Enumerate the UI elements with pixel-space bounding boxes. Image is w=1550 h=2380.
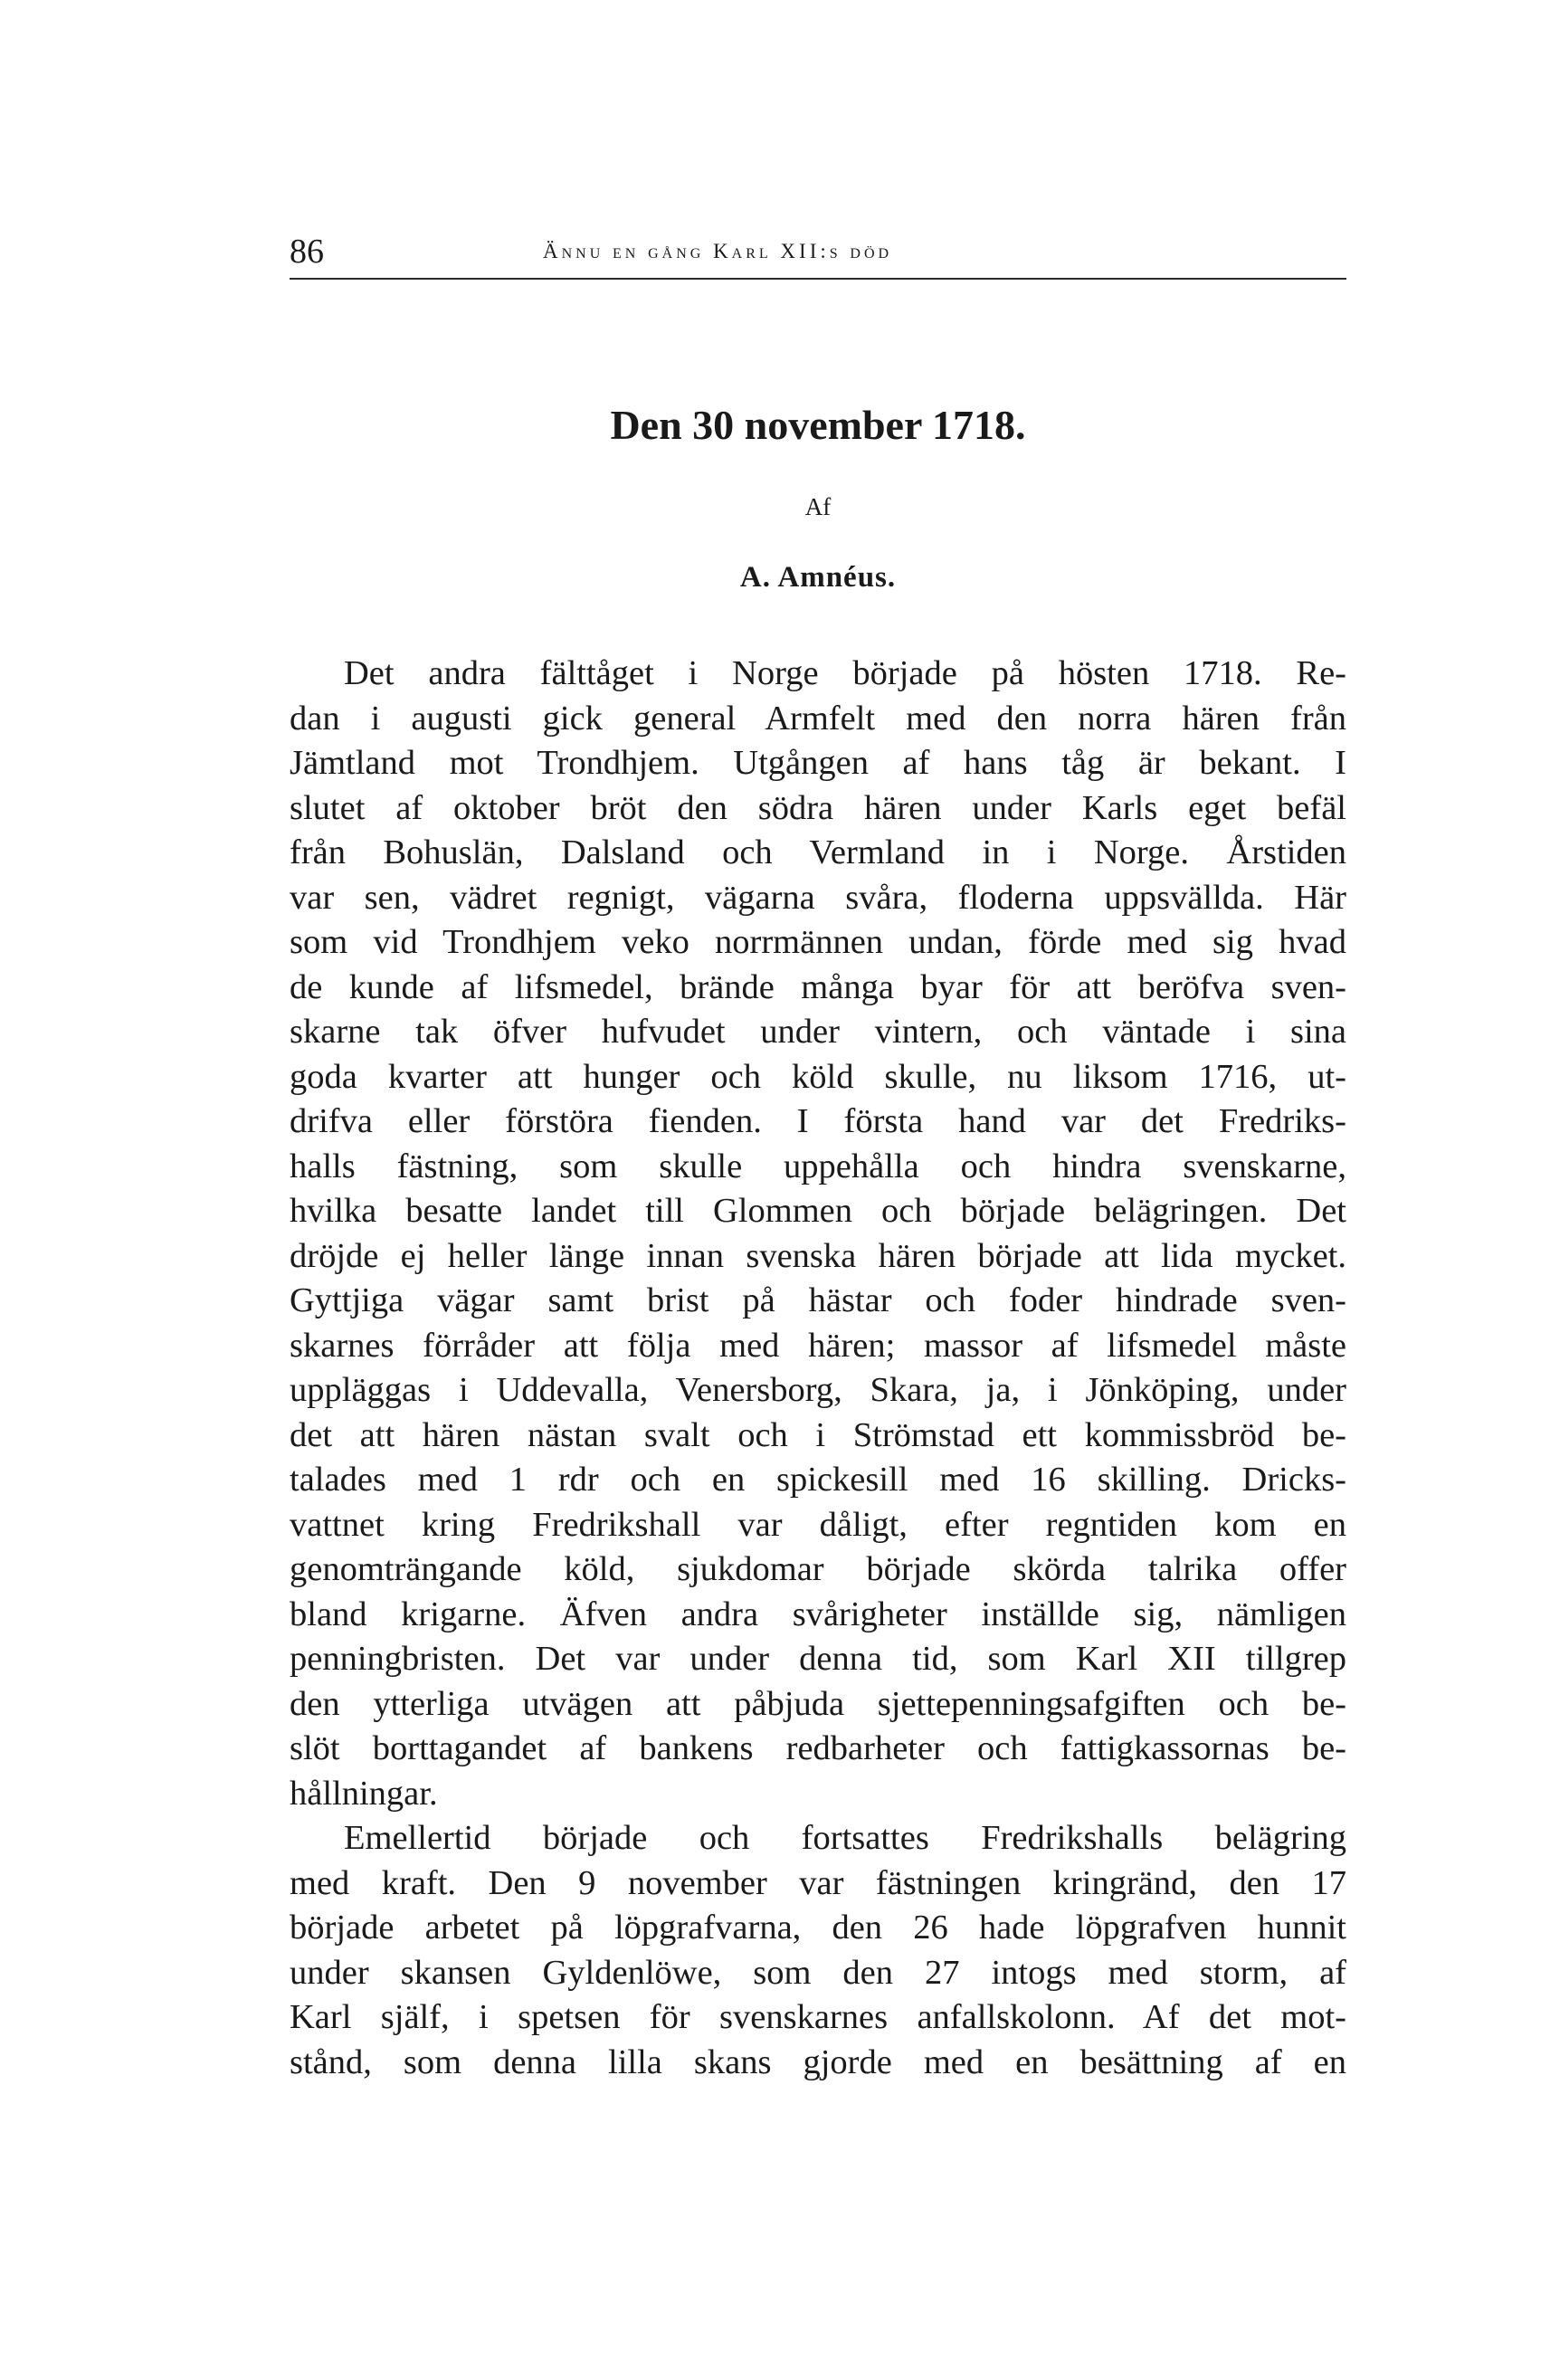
text-line: från Bohuslän, Dalsland och Vermland in i Norge. Årstiden [290,833,1346,871]
text-line: de kunde af lifsmedel, brände många byar för att beröfva sven- [290,967,1346,1006]
text-line: började arbetet på löpgrafvarna, den 26 hade löpgrafven hunnit [290,1909,1346,1947]
page-number: 86 [290,233,324,271]
text-line: Karl själf, i spetsen för svenskarnes anfallskolonn. Af det mot- [290,1998,1346,2036]
text-line: den ytterliga utvägen att påbjuda sjettepenningsafgiften och be- [290,1684,1346,1723]
text-line: slöt borttagandet af bankens redbarheter och fattigkassornas be- [290,1729,1346,1767]
text-line: hvilka besatte landet till Glommen och började belägringen. Det [290,1192,1346,1230]
running-head [290,224,1346,279]
article-title: Den 30 november 1718. [610,402,1026,448]
running-title: Ännu en gång Karl XII:s död [543,240,893,262]
text-line: genomträngande köld, sjukdomar började skörda talrika offer [290,1550,1346,1588]
text-line: halls fästning, som skulle uppehålla och hindra svenskarne, [290,1147,1346,1185]
text-line: som vid Trondhjem veko norrmännen undan, förde med sig hvad [290,923,1346,961]
text-line: skarnes förråder att följa med hären; massor af lifsmedel måste [290,1326,1346,1365]
body-text [290,652,1346,2085]
byline-prefix: Af [804,493,832,520]
text-line: talades med 1 rdr och en spickesill med 16 skilling. Dricks- [290,1461,1346,1499]
text-line: dan i augusti gick general Armfelt med den norra hären från [290,699,1346,738]
text-line: uppläggas i Uddevalla, Venersborg, Skara, ja, i Jönköping, under [290,1371,1346,1409]
text-line: Jämtland mot Trondhjem. Utgången af hans tåg är bekant. I [290,744,1346,782]
author-name: A. Amnéus. [739,561,897,594]
text-line: Emellertid började och fortsattes Fredrikshalls belägring [344,1819,1346,1857]
text-line: under skansen Gyldenlöwe, som den 27 intogs med storm, af [290,1953,1346,1992]
text-line: Det andra fälttåget i Norge började på hösten 1718. Re- [344,654,1346,692]
text-line: skarne tak öfver hufvudet under vintern, och väntade i sina [290,1013,1346,1051]
paragraph [290,1816,1346,2085]
text-line: Gyttjiga vägar samt brist på hästar och foder hindrade sven- [290,1281,1346,1319]
text-line: penningbristen. Det var under denna tid, som Karl XII tillgrep [290,1640,1346,1678]
text-line: goda kvarter att hunger och köld skulle, nu liksom 1716, ut- [290,1057,1346,1096]
text-line: slutet af oktober bröt den södra hären under Karls eget befäl [290,788,1346,827]
text-line: det att hären nästan svalt och i Strömstad ett kommissbröd be- [290,1415,1346,1454]
text-line: stånd, som denna lilla skans gjorde med en besättning af en [290,2042,1346,2081]
text-line: drifva eller förstöra fienden. I första hand var det Fredriks- [290,1102,1346,1140]
text-line: dröjde ej heller länge innan svenska hären började att lida mycket. [290,1236,1346,1275]
header-rule [290,278,1346,280]
paragraph [290,652,1346,1816]
text-line: var sen, vädret regnigt, vägarna svåra, floderna uppsvällda. Här [290,878,1346,917]
text-line: med kraft. Den 9 november var fästningen kringränd, den 17 [290,1863,1346,1902]
text-line: vattnet kring Fredrikshall var dåligt, efter regntiden kom en [290,1505,1346,1544]
text-line: bland krigarne. Äfven andra svårigheter inställde sig, nämligen [290,1595,1346,1633]
text-line: hållningar. [290,1774,438,1813]
